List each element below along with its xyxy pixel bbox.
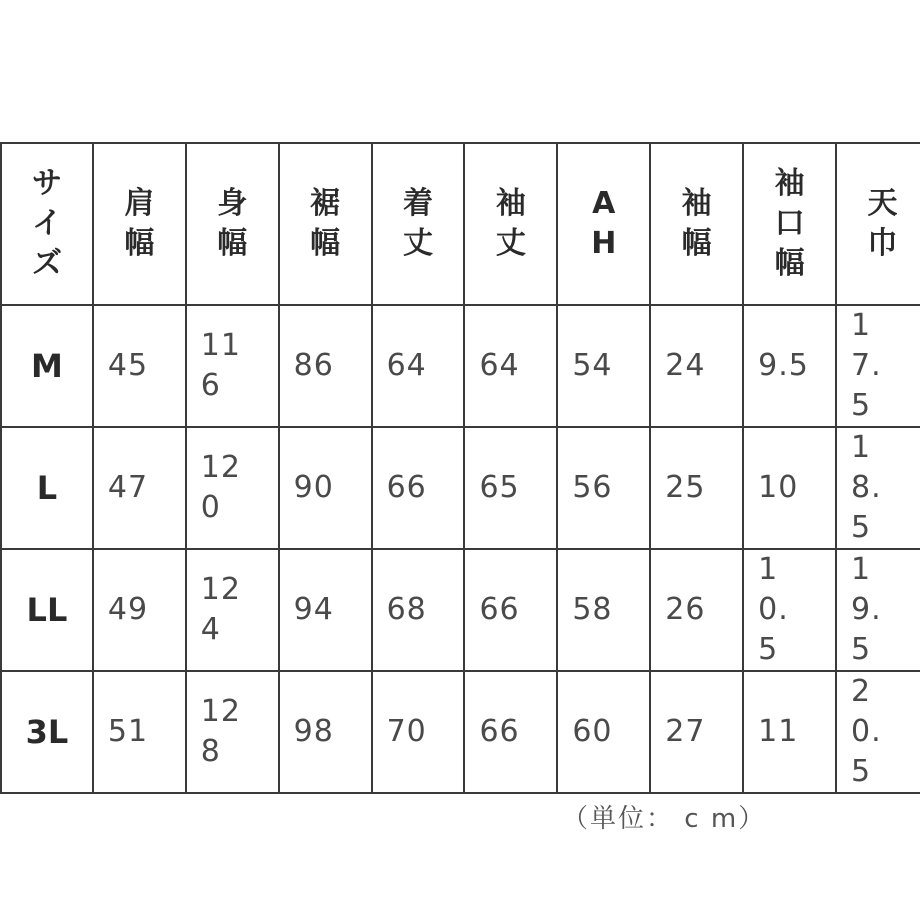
header-cell-cuff-width: 袖口幅 bbox=[744, 144, 835, 304]
header-cell-size: サイズ bbox=[2, 144, 92, 304]
header-cell-chest: 身幅 bbox=[187, 144, 278, 304]
value-cell: 70 bbox=[373, 672, 464, 792]
value-cell: 86 bbox=[280, 306, 371, 426]
value-cell: 94 bbox=[280, 550, 371, 670]
table-header-row bbox=[2, 144, 920, 304]
value-cell: 49 bbox=[94, 550, 185, 670]
table-row-m bbox=[2, 306, 920, 426]
value-cell: 17.5 bbox=[837, 306, 920, 426]
value-cell: 45 bbox=[94, 306, 185, 426]
row-label-cell: M bbox=[2, 306, 92, 426]
table-row-ll bbox=[2, 550, 920, 670]
value-cell: 98 bbox=[280, 672, 371, 792]
value-cell: 60 bbox=[558, 672, 649, 792]
value-cell: 19.5 bbox=[837, 550, 920, 670]
value-cell: 10 bbox=[744, 428, 835, 548]
header-cell-hem: 裾幅 bbox=[280, 144, 371, 304]
value-cell: 66 bbox=[373, 428, 464, 548]
row-label-cell: LL bbox=[2, 550, 92, 670]
value-cell: 11 bbox=[744, 672, 835, 792]
value-cell: 20.5 bbox=[837, 672, 920, 792]
header-cell-shoulder: 肩幅 bbox=[94, 144, 185, 304]
table-row-l bbox=[2, 428, 920, 548]
value-cell: 64 bbox=[373, 306, 464, 426]
header-cell-length: 着丈 bbox=[373, 144, 464, 304]
value-cell: 18.5 bbox=[837, 428, 920, 548]
value-cell: 27 bbox=[651, 672, 742, 792]
row-label-cell: 3L bbox=[2, 672, 92, 792]
header-cell-sleeve-width: 袖幅 bbox=[651, 144, 742, 304]
value-cell: 66 bbox=[465, 550, 556, 670]
header-cell-neck-width: 天巾 bbox=[837, 144, 920, 304]
value-cell: 9.5 bbox=[744, 306, 835, 426]
header-cell-sleeve-length: 袖丈 bbox=[465, 144, 556, 304]
value-cell: 25 bbox=[651, 428, 742, 548]
value-cell: 116 bbox=[187, 306, 278, 426]
value-cell: 66 bbox=[465, 672, 556, 792]
header-cell-armhole: AH bbox=[558, 144, 649, 304]
value-cell: 68 bbox=[373, 550, 464, 670]
value-cell: 90 bbox=[280, 428, 371, 548]
value-cell: 24 bbox=[651, 306, 742, 426]
value-cell: 120 bbox=[187, 428, 278, 548]
table-row-3l bbox=[2, 672, 920, 792]
value-cell: 54 bbox=[558, 306, 649, 426]
row-label-cell: L bbox=[2, 428, 92, 548]
unit-note: （単位： c m） bbox=[562, 804, 767, 834]
value-cell: 51 bbox=[94, 672, 185, 792]
value-cell: 124 bbox=[187, 550, 278, 670]
value-cell: 10.5 bbox=[744, 550, 835, 670]
value-cell: 64 bbox=[465, 306, 556, 426]
value-cell: 128 bbox=[187, 672, 278, 792]
size-chart-table bbox=[0, 142, 920, 794]
value-cell: 58 bbox=[558, 550, 649, 670]
value-cell: 65 bbox=[465, 428, 556, 548]
value-cell: 26 bbox=[651, 550, 742, 670]
value-cell: 56 bbox=[558, 428, 649, 548]
value-cell: 47 bbox=[94, 428, 185, 548]
